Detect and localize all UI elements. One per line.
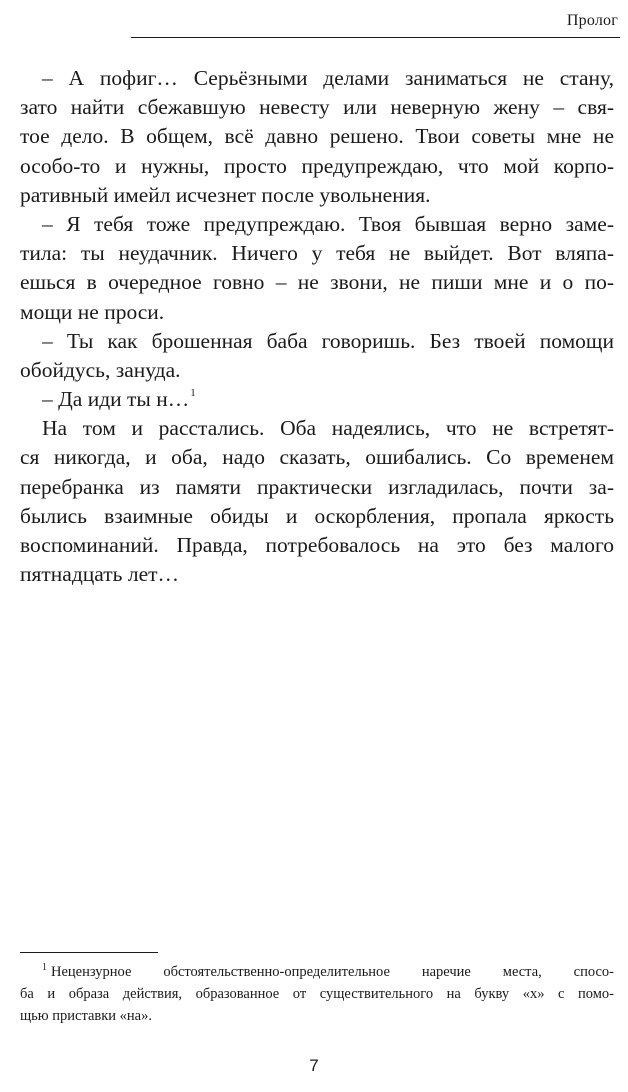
text-line: мощи не проси. xyxy=(20,299,165,324)
text-line: перебранка из памяти практически изгладилась, почти за- xyxy=(20,474,614,499)
header-rule xyxy=(131,37,620,38)
footnote-text: Нецензурное обстоятельственно-определительное наречие места, спосо- xyxy=(51,964,614,980)
footnote-line: щью приставки «на». xyxy=(20,1008,152,1024)
text-line: ешься в очередное говно – не звони, не пиши мне и о по- xyxy=(20,270,614,295)
text-line: – Ты как брошенная баба говоришь. Без твоей помощи xyxy=(42,328,614,353)
page-number: 7 xyxy=(309,1056,319,1075)
text-line: особо-то и нужны, просто предупреждаю, что мой корпо- xyxy=(20,153,614,178)
text-line: ся никогда, и оба, надо сказать, ошибались. Со временем xyxy=(20,445,614,470)
footnote-rule xyxy=(20,952,158,953)
text-line: – Да иди ты н… xyxy=(42,387,190,412)
footnote-number: 1 xyxy=(42,962,47,973)
text-line: зато найти сбежавшую невесту или неверную жену – свя- xyxy=(20,95,614,120)
footnote-line: ба и образа действия, образованное от существительного на букву «х» с помо- xyxy=(20,986,614,1002)
text-line: тое дело. В общем, всё давно решено. Твои советы мне не xyxy=(20,124,614,149)
text-line: пятнадцать лет… xyxy=(20,562,180,587)
text-line: – А пофиг… Серьёзными делами заниматься не стану, xyxy=(42,66,614,90)
footnote xyxy=(20,961,614,1027)
body-text xyxy=(20,64,614,589)
text-line: На том и расстались. Оба надеялись, что не встретят- xyxy=(42,416,614,441)
running-header: Пролог xyxy=(566,12,618,29)
text-line: обойдусь, зануда. xyxy=(20,357,181,382)
text-line: ративный имейл исчезнет после увольнения. xyxy=(20,182,431,207)
text-line-with-footnote xyxy=(20,385,614,414)
text-line: – Я тебя тоже предупреждаю. Твоя бывшая верно заме- xyxy=(42,211,614,236)
text-line: тила: ты неудачник. Ничего у тебя не выйдет. Вот вляпа- xyxy=(20,241,614,266)
text-line: былись взаимные обиды и оскорбления, пропала яркость xyxy=(20,503,614,528)
footnote-reference[interactable]: 1 xyxy=(190,387,196,400)
text-line: воспоминаний. Правда, потребовалось на это без малого xyxy=(20,533,614,557)
footnote-line xyxy=(20,961,614,983)
